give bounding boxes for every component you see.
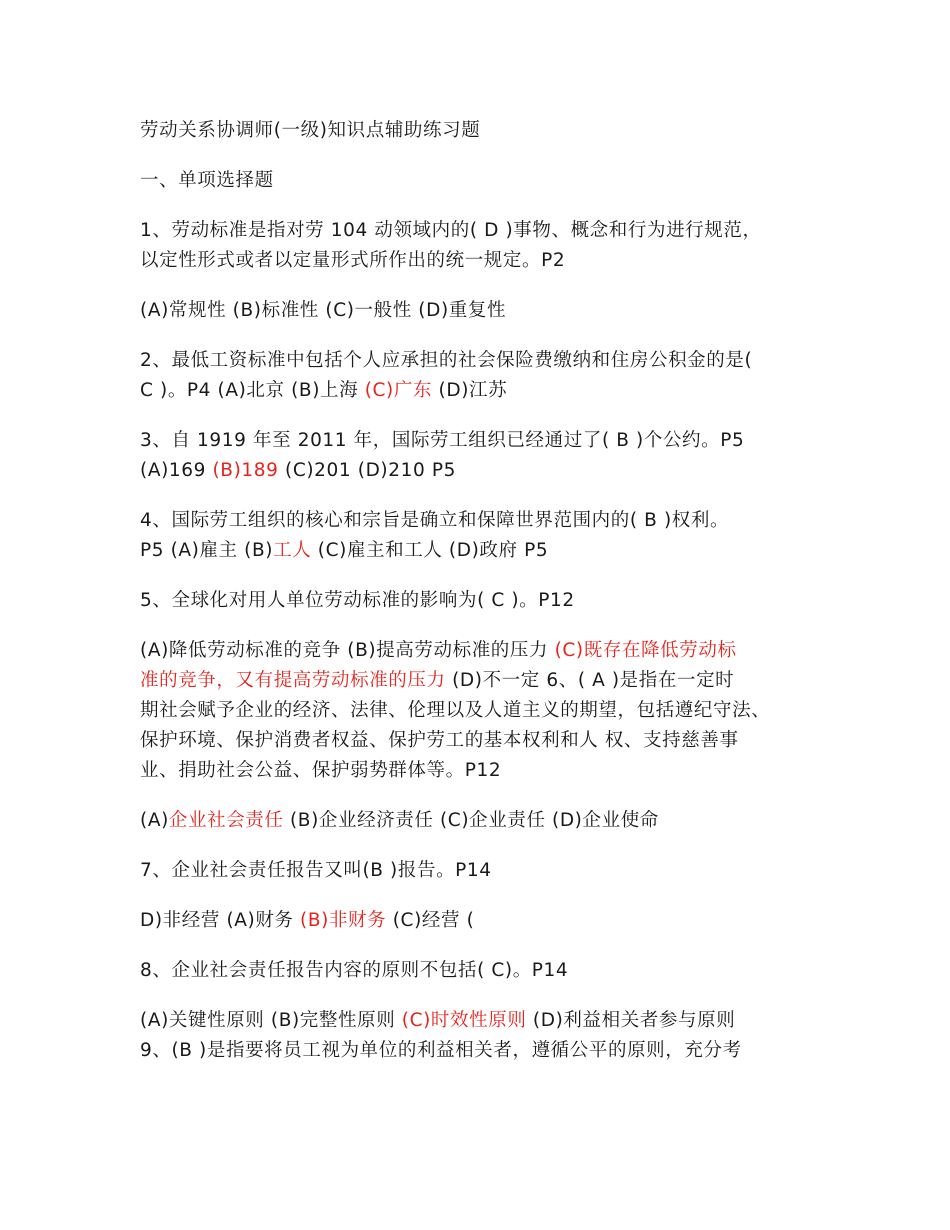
- q4-text-b: (C)雇主和工人 (D)政府 P5: [311, 540, 549, 561]
- q5-text-b: (D)不一定 6、( A )是指在一定时: [445, 670, 735, 691]
- q8-options: [140, 1006, 735, 1036]
- q5-text-a: (A)降低劳动标准的竞争 (B)提高劳动标准的压力: [140, 640, 555, 661]
- q5-answer-highlight-part1: (C)既存在降低劳动标: [554, 640, 737, 661]
- q9-line1: 9、(B )是指要将员工视为单位的利益相关者，遵循公平的原则，充分考: [140, 1040, 742, 1061]
- q1-options: (A)常规性 (B)标准性 (C)一般性 (D)重复性: [140, 300, 507, 321]
- q6-text-b: (B)企业经济责任 (C)企业责任 (D)企业使命: [283, 810, 659, 831]
- q5-line1: 5、全球化对用人单位劳动标准的影响为( C )。P12: [140, 590, 575, 611]
- q7-text-a: D)非经营 (A)财务: [140, 910, 301, 931]
- q1-line2: 以定性形式或者以定量形式所作出的统一规定。P2: [140, 250, 566, 271]
- q6-answer-highlight: 企业社会责任: [168, 810, 284, 831]
- q4-line2: [140, 536, 548, 566]
- q6-text-line3: 业、捐助社会公益、保护弱势群体等。P12: [140, 760, 502, 781]
- q7-text-b: (C)经营 (: [386, 910, 475, 931]
- q2-line2: [140, 376, 507, 406]
- q5-answer-highlight-part2: 准的竞争，又有提高劳动标准的压力: [140, 670, 446, 691]
- q1-line1: 1、劳动标准是指对劳 104 动领域内的( D )事物、概念和行为进行规范，: [140, 220, 762, 241]
- q6-text-a: (A): [140, 810, 169, 831]
- q8-answer-highlight: (C)时效性原则: [401, 1010, 527, 1031]
- q7-options: [140, 906, 474, 936]
- q5-options-line2: [140, 666, 734, 696]
- q3-answer-highlight: (B)189: [212, 460, 279, 481]
- q2-text-b: (D)江苏: [432, 380, 508, 401]
- q3-line1: 3、自 1919 年至 2011 年，国际劳工组织已经通过了( B )个公约。P5: [140, 430, 745, 451]
- q4-answer-highlight: 工人: [273, 540, 312, 561]
- q5-options-line1: [140, 636, 737, 666]
- q8-text-b: (D)利益相关者参与原则: [526, 1010, 736, 1031]
- q3-line2: [140, 456, 456, 486]
- q6-text-line1: 期社会赋予企业的经济、法律、伦理以及人道主义的期望，包括遵纪守法、: [140, 700, 771, 721]
- section-heading: 一、单项选择题: [140, 170, 274, 191]
- q7-line1: 7、企业社会责任报告又叫(B )报告。P14: [140, 860, 492, 881]
- q7-answer-highlight: (B)非财务: [300, 910, 387, 931]
- q4-line1: 4、国际劳工组织的核心和宗旨是确立和保障世界范围内的( B )权利。: [140, 510, 730, 531]
- q2-answer-highlight: (C)广东: [364, 380, 433, 401]
- q3-text-b: (C)201 (D)210 P5: [278, 460, 456, 481]
- q4-text-a: P5 (A)雇主 (B): [140, 540, 274, 561]
- q6-options: [140, 806, 659, 836]
- document-title: 劳动关系协调师(一级)知识点辅助练习题: [140, 120, 481, 141]
- q2-line1: 2、最低工资标准中包括个人应承担的社会保险费缴纳和住房公积金的是(: [140, 350, 753, 371]
- q6-text-line2: 保护环境、保护消费者权益、保护劳工的基本权利和人 权、支持慈善事: [140, 730, 739, 751]
- q8-text-a: (A)关键性原则 (B)完整性原则: [140, 1010, 402, 1031]
- q3-text-a: (A)169: [140, 460, 213, 481]
- q2-text-a: C )。P4 (A)北京 (B)上海: [140, 380, 365, 401]
- q8-line1: 8、企业社会责任报告内容的原则不包括( C)。P14: [140, 960, 569, 981]
